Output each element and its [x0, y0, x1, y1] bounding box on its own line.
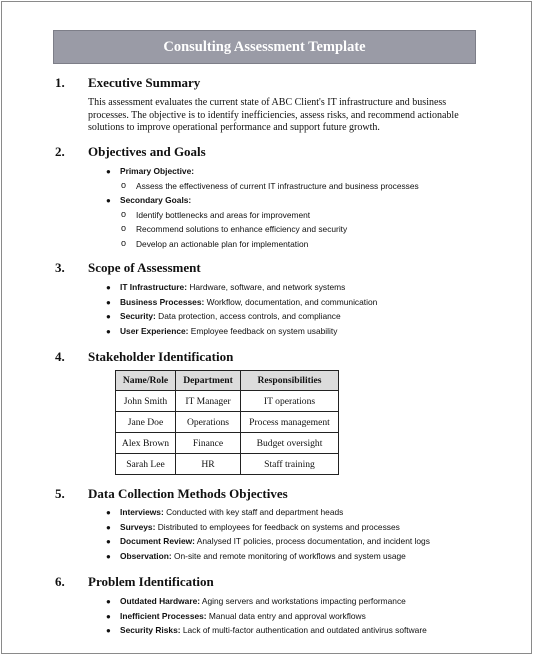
- item-label: Interviews:: [120, 507, 164, 517]
- document-title: Consulting Assessment Template: [53, 30, 476, 64]
- section-heading: [2, 349, 533, 367]
- sub-list-text: Assess the effectiveness of current IT infrastructure and business processes: [136, 180, 419, 191]
- section-title: Problem Identification: [88, 574, 214, 589]
- item-text: Workflow, documentation, and communication: [204, 296, 378, 307]
- item-label: IT Infrastructure:: [120, 282, 188, 292]
- item-label: Observation:: [120, 550, 172, 561]
- sub-list-item: [2, 210, 533, 225]
- table-cell: Jane Doe: [116, 412, 176, 433]
- paragraph-line: solutions to improve operational performance and support future growth.: [88, 122, 380, 133]
- item-text: On-site and remote monitoring of workflows and system usage: [171, 550, 406, 561]
- sub-list-item: [2, 224, 533, 239]
- table-cell: Alex Brown: [116, 433, 176, 454]
- item-label: User Experience:: [120, 325, 189, 336]
- list-item: [2, 311, 533, 326]
- objectives-list: [2, 166, 533, 253]
- section-problem-identification: [2, 574, 533, 592]
- item-label: Security Risks:: [120, 625, 181, 635]
- list-item: [2, 596, 533, 611]
- table-cell: IT Manager: [176, 391, 241, 412]
- section-number: 6.: [55, 574, 65, 589]
- item-text: Lack of multi-factor authentication and outdated antivirus software: [180, 625, 427, 635]
- section-heading: [2, 574, 533, 592]
- paragraph-line: This assessment evaluates the current state of ABC Client's IT infrastructure and business: [88, 97, 447, 108]
- list-item: [2, 166, 533, 181]
- section-number: 2.: [55, 144, 65, 159]
- sub-list-text: Recommend solutions to enhance efficiency and security: [136, 224, 348, 234]
- section-title: Stakeholder Identification: [88, 349, 234, 364]
- bullet-icon: ●: [106, 508, 111, 517]
- bullet-icon: ●: [106, 611, 111, 621]
- section-title: Executive Summary: [88, 75, 201, 90]
- list-item: [2, 195, 533, 210]
- table-cell: Staff training: [241, 454, 339, 475]
- circle-bullet-icon: o: [121, 223, 127, 233]
- bullet-icon: ●: [106, 551, 111, 561]
- item-text: Hardware, software, and network systems: [187, 282, 346, 292]
- data-collection-list: [2, 507, 533, 565]
- stakeholder-table: [115, 370, 339, 475]
- bullet-icon: ●: [106, 297, 111, 307]
- problems-list: [2, 596, 533, 640]
- item-text: Conducted with key staff and department heads: [163, 507, 344, 517]
- scope-list: [2, 282, 533, 340]
- bullet-icon: ●: [106, 167, 111, 176]
- paragraph-line: processes. The objective is to identify inefficiencies, assess risks, and recommend actionable: [88, 109, 459, 121]
- section-heading: [2, 144, 533, 162]
- bullet-icon: ●: [106, 196, 111, 205]
- table-cell: Budget oversight: [241, 433, 339, 454]
- item-text: Aging servers and workstations impacting performance: [200, 596, 406, 606]
- table-row: [116, 391, 339, 412]
- list-item: [2, 326, 533, 341]
- table-row: [116, 412, 339, 433]
- table-cell: John Smith: [116, 391, 176, 412]
- bullet-icon: ●: [106, 522, 111, 532]
- section-title: Scope of Assessment: [88, 260, 201, 275]
- section-number: 5.: [55, 486, 65, 501]
- sub-list-item: [2, 239, 533, 254]
- table-cell: Finance: [176, 433, 241, 454]
- item-label: Document Review:: [120, 536, 195, 546]
- circle-bullet-icon: o: [121, 237, 127, 248]
- list-item: [2, 611, 533, 626]
- section-scope: [2, 260, 533, 278]
- primary-objective-label: Primary Objective:: [120, 166, 195, 176]
- section-data-collection: [2, 486, 533, 504]
- item-label: Security:: [120, 311, 156, 321]
- table-cell: Sarah Lee: [116, 454, 176, 475]
- list-item: [2, 507, 533, 522]
- list-item: [2, 536, 533, 551]
- table-header-cell: Responsibilities: [241, 371, 339, 391]
- bullet-icon: ●: [106, 626, 111, 635]
- table-header-row: [116, 371, 339, 391]
- table-row: [116, 433, 339, 454]
- item-text: Data protection, access controls, and compliance: [155, 311, 341, 321]
- section-objectives: [2, 144, 533, 162]
- section-title: Objectives and Goals: [88, 144, 206, 159]
- table-row: [116, 454, 339, 475]
- sub-list-item: [2, 181, 533, 196]
- table-header-cell: Department: [176, 371, 241, 391]
- section-number: 4.: [55, 349, 65, 364]
- table-header-cell: Name/Role: [116, 371, 176, 391]
- item-text: Analysed IT policies, process documentation, and incident logs: [194, 536, 430, 546]
- item-label: Surveys:: [120, 521, 156, 532]
- list-item: [2, 282, 533, 297]
- document-page: [1, 1, 532, 654]
- item-text: Manual data entry and approval workflows: [206, 610, 366, 621]
- bullet-icon: ●: [106, 537, 111, 546]
- section-heading: [2, 260, 533, 278]
- section-title: Data Collection Methods Objectives: [88, 486, 288, 501]
- secondary-goals-label: Secondary Goals:: [120, 195, 192, 205]
- item-label: Outdated Hardware:: [120, 596, 201, 606]
- section-heading: [2, 486, 533, 504]
- bullet-icon: ●: [106, 597, 111, 606]
- list-item: [2, 297, 533, 312]
- item-label: Inefficient Processes:: [120, 610, 207, 621]
- bullet-icon: ●: [106, 283, 111, 292]
- section-number: 1.: [55, 75, 65, 90]
- circle-bullet-icon: o: [121, 179, 127, 190]
- table-cell: Process management: [241, 412, 339, 433]
- item-label: Business Processes:: [120, 296, 205, 307]
- circle-bullet-icon: o: [121, 208, 127, 219]
- list-item: [2, 522, 533, 537]
- bullet-icon: ●: [106, 326, 111, 336]
- sub-list-text: Identify bottlenecks and areas for improvement: [136, 209, 311, 220]
- section-heading: [2, 75, 533, 93]
- sub-list-text: Develop an actionable plan for implementation: [136, 238, 309, 249]
- item-text: Employee feedback on system usability: [188, 325, 338, 336]
- section-stakeholders: [2, 349, 533, 367]
- list-item: [2, 625, 533, 640]
- item-text: Distributed to employees for feedback on systems and processes: [155, 521, 400, 532]
- bullet-icon: ●: [106, 312, 111, 321]
- table-cell: Operations: [176, 412, 241, 433]
- executive-summary-paragraph: [88, 97, 480, 135]
- table-cell: HR: [176, 454, 241, 475]
- table-cell: IT operations: [241, 391, 339, 412]
- section-executive-summary: [2, 75, 533, 93]
- list-item: [2, 551, 533, 566]
- section-number: 3.: [55, 260, 65, 275]
